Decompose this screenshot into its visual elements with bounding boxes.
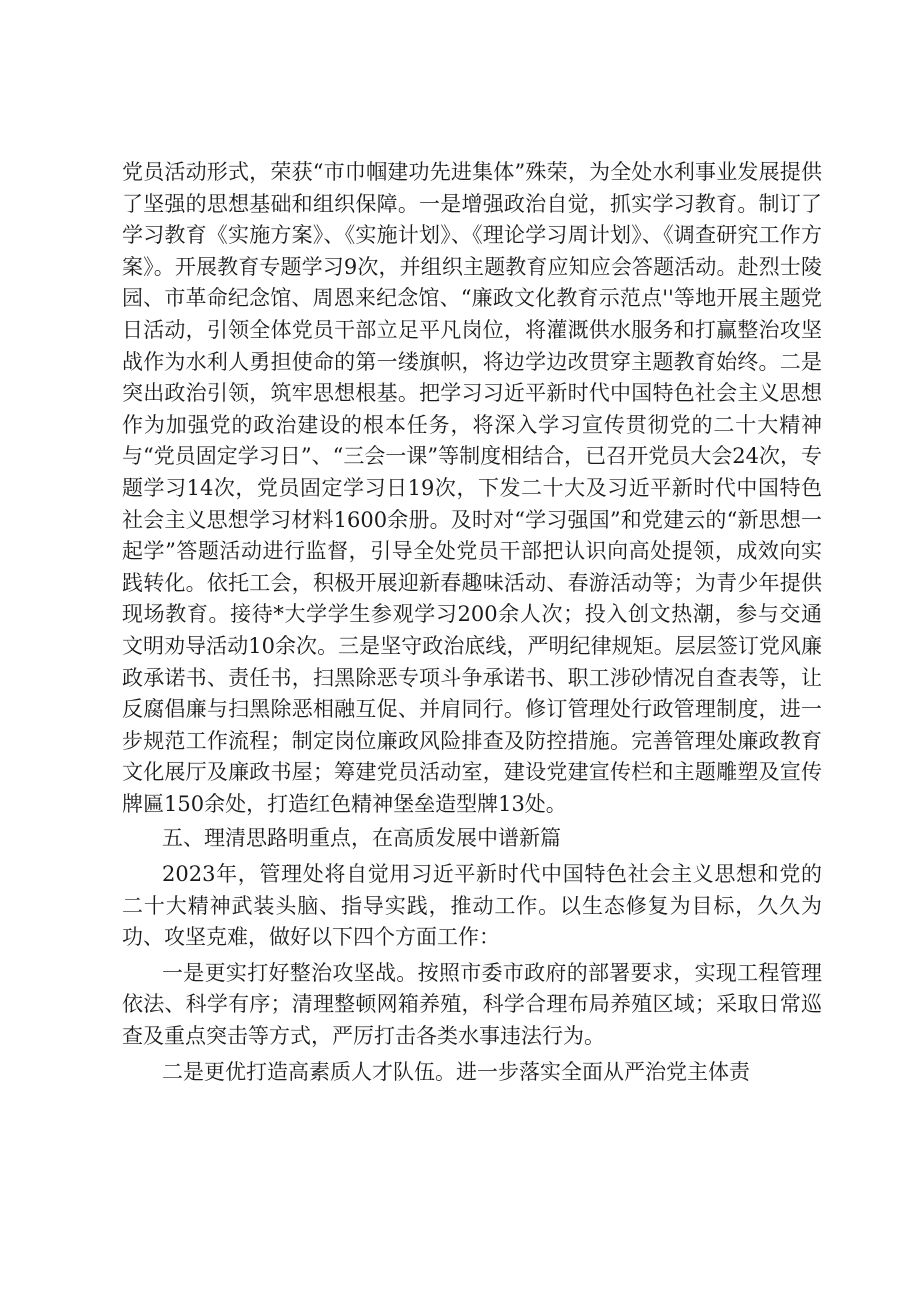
document-body	[122, 157, 822, 1088]
section-heading-five: 五、理清思路明重点，在高质发展中谱新篇	[162, 826, 561, 851]
body-paragraph-task-two: 二是更优打造高素质人才队伍。进一步落实全面从严治党主体责	[162, 1059, 750, 1084]
body-paragraph-continued: 党员活动形式，荣获“市巾帼建功先进集体”殊荣，为全处水利事业发展提供了坚强的思想基础和组织保障。一是增强政治自觉，抓实学习教育。制订了学习教育《实施方案》、《实施计划》、《理论学习周计划》、《调查研究工作方案》。开展教育专题学习9次，并组织主题教育应知应会答题活动。赴烈士陵园、市革命纪念馆、周恩来纪念馆、“廉政文化教育示范点''等地开展主题党日活动，引领全体党员干部立足平凡岗位，将灌溉供水服务和打赢整治攻坚战作为水利人勇担使命的第一缕旗帜，将边学边改贯穿主题教育始终。二是突出政治引领，筑牢思想根基。把学习习近平新时代中国特色社会主义思想作为加强党的政治建设的根本任务，将深入学习宣传贯彻党的二十大精神与“党员固定学习日”、“三会一课”等制度相结合，已召开党员大会24次，专题学习14次，党员固定学习日19次，下发二十大及习近平新时代中国特色社会主义思想学习材料1600余册。及时对“学习强国”和党建云的“新思想一起学”答题活动进行监督，引导全处党员干部把认识向高处提领，成效向实践转化。依托工会，积极开展迎新春趣味活动、春游活动等；为青少年提供现场教育。接待*大学学生参观学习200余人次；投入创文热潮，参与交通文明劝导活动10余次。三是坚守政治底线，严明纪律规矩。层层签订党风廉政承诺书、责任书，扫黑除恶专项斗争承诺书、职工涉砂情况自查表等，让反腐倡廉与扫黑除恶相融互促、并肩同行。修订管理处行政管理制度，进一步规范工作流程；制定岗位廉政风险排查及防控措施。完善管理处廉政教育文化展厅及廉政书屋；筹建党员活动室，建设党建宣传栏和主题雕塑及宣传牌匾150余处，打造红色精神堡垒造型牌13处。	[122, 160, 822, 816]
body-paragraph-plan-intro: 2023年，管理处将自觉用习近平新时代中国特色社会主义思想和党的二十大精神武装头脑、指导实践，推动工作。以生态修复为目标，久久为功、攻坚克难，做好以下四个方面工作：	[122, 862, 822, 950]
body-paragraph-task-one: 一是更实打好整治攻坚战。按照市委市政府的部署要求，实现工程管理依法、科学有序；清理整顿网箱养殖，科学合理布局养殖区域；采取日常巡查及重点突击等方式，严厉打击各类水事违法行为。	[122, 960, 822, 1049]
